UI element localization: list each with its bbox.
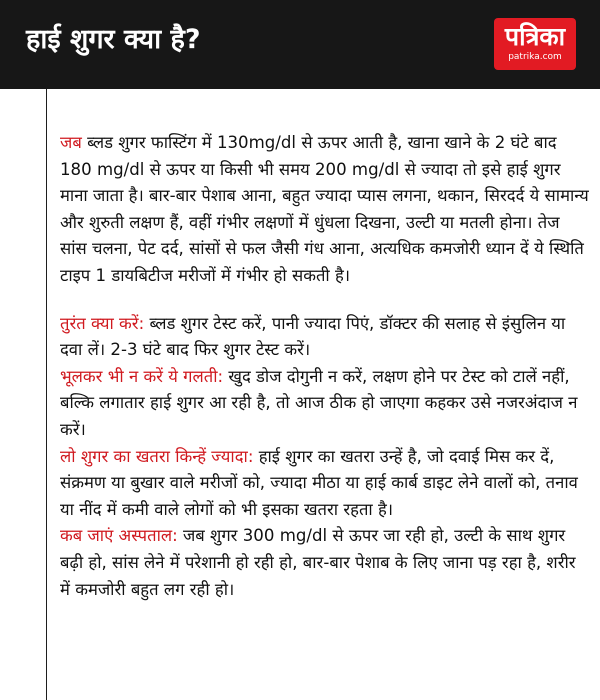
section-lead: भूलकर भी न करें ये गलती: xyxy=(60,366,224,386)
section-lead: लो शुगर का खतरा किन्हें ज्यादा: xyxy=(60,446,254,466)
section-intro xyxy=(60,130,590,290)
section-lead: तुरंत क्या करें: xyxy=(60,313,145,333)
header-banner xyxy=(0,0,600,89)
section-hospital xyxy=(60,523,590,603)
patrika-logo xyxy=(494,18,576,70)
section-lead: जब xyxy=(60,133,82,152)
section-text: खुद डोज दोगुनी न करें, लक्षण होने पर टेस्ट को टालें नहीं, बल्कि लगातार हाई शुगर आ रही है, तो आज ठीक हो जाएगा कहकर उसे नजरअंदाज न करें। xyxy=(60,366,578,439)
section-text: ब्लड शुगर टेस्ट करें, पानी ज्यादा पिएं, डॉक्टर की सलाह से इंसुलिन या दवा लें। 2-3 घंटे बाद फिर शुगर टेस्ट करें। xyxy=(60,313,566,360)
section-immediate-action xyxy=(60,311,590,364)
section-text: हाई शुगर का खतरा उन्हें है, जो दवाई मिस कर दें, संक्रमण या बुखार वाले मरीजों को, ज्यादा मीठा या हाई कार्ब डाइट लेने वालों को, तनाव या नींद में कमी वाले लोगों को भी इसका खतरा रहता है। xyxy=(60,446,578,519)
section-text: ब्लड शुगर फास्टिंग में 130mg/dl से ऊपर आती है, खाना खाने के 2 घंटे बाद 180 mg/dl से ऊपर या किसी भी समय 200 mg/dl से ज्यादा तो इसे हाई शुगर माना जाता है। बार-बार पेशाब आना, बहुत ज्यादा प्यास लगना, थकान, सिरदर्द ये सामान्य और शुरुती लक्षण हैं, वहीं गंभीर लक्षणों में धुंधला दिखना, उल्टी या मतली होना। तेज सांस चलना, पेट दर्द, सांसों से फल जैसी गंध आना, अत्यधिक कमजोरी ध्यान दें ये स्थिति टाइप 1 डायबिटीज मरीजों में गंभीर हो सकती है। xyxy=(60,133,589,285)
section-mistakes xyxy=(60,364,590,444)
page-title: हाई शुगर क्या है? xyxy=(26,24,201,55)
section-risk xyxy=(60,444,590,524)
article-body xyxy=(60,130,590,603)
section-text: जब शुगर 300 mg/dl से ऊपर जा रही हो, उल्टी के साथ शुगर बढ़ी हो, सांस लेने में परेशानी हो रही हो, बार-बार पेशाब के लिए जाना पड़ रहा है, शरीर में कमजोरी बहुत लग रही हो। xyxy=(60,526,576,599)
logo-subtext: patrika.com xyxy=(508,52,562,62)
section-lead: कब जाएं अस्पताल: xyxy=(60,526,178,546)
logo-text: पत्रिका xyxy=(504,22,566,51)
